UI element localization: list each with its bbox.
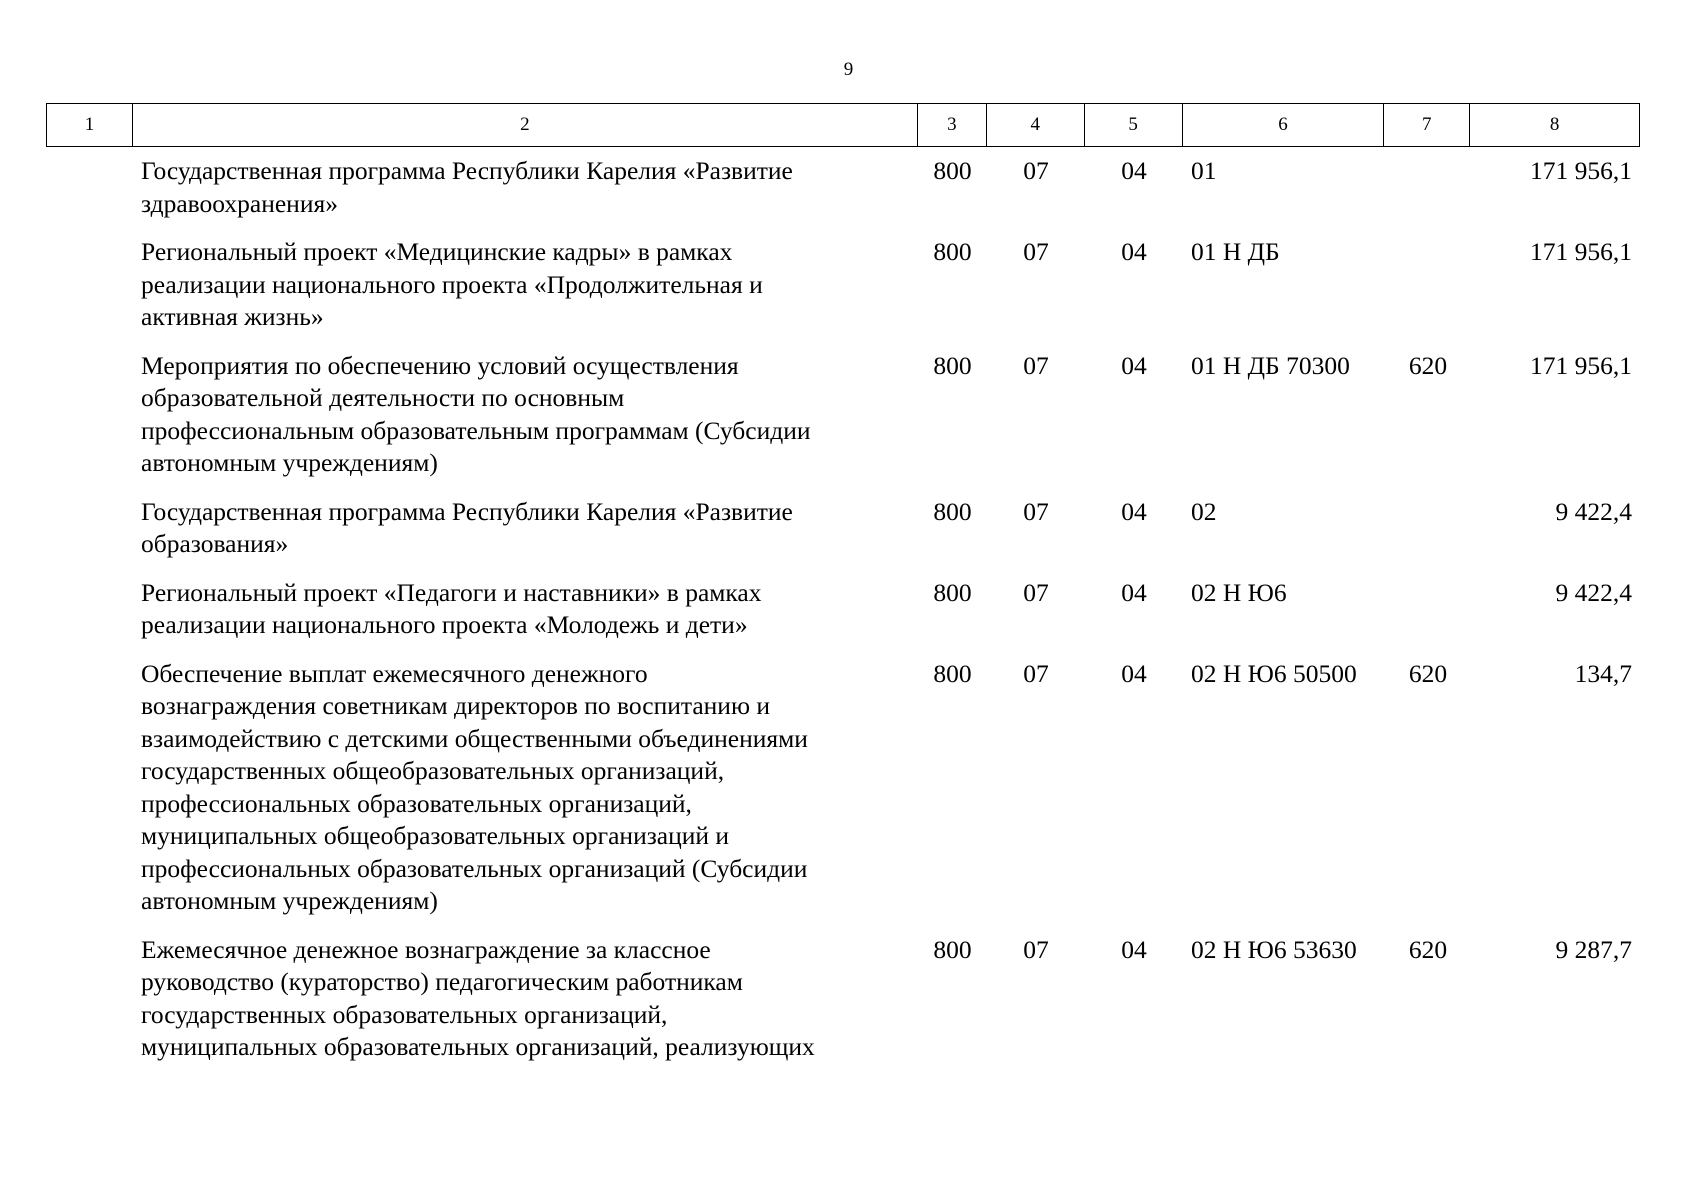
description-line: Ежемесячное денежное вознаграждение за классное [141, 934, 711, 964]
row-subsection: 04 [1121, 496, 1147, 526]
description-line: образования» [141, 529, 289, 558]
header-col-4: 4 [987, 104, 1085, 146]
row-description [132, 236, 918, 334]
row-section: 07 [1023, 658, 1049, 688]
description-line: профессиональных образовательных организаций, [141, 788, 692, 818]
row-target-code: 02 Н Ю6 [1191, 577, 1287, 607]
row-subsection: 04 [1121, 658, 1147, 688]
row-amount: 134,7 [1574, 658, 1632, 688]
row-section: 07 [1023, 156, 1049, 185]
row-amount: 9 422,4 [1555, 577, 1632, 607]
row-amount: 171 956,1 [1530, 156, 1632, 185]
row-chapter: 800 [933, 237, 972, 266]
row-chapter: 800 [933, 496, 972, 526]
table-row [46, 155, 1640, 220]
description-line: Региональный проект «Педагоги и наставники» в рамках [141, 577, 762, 607]
row-amount: 171 956,1 [1530, 237, 1632, 266]
row-subsection: 04 [1121, 350, 1147, 380]
row-chapter: 800 [933, 577, 972, 607]
description-line: автономным учреждениям) [141, 886, 438, 915]
header-col-2: 2 [133, 104, 918, 146]
description-line: Государственная программа Республики Карелия «Развитие [141, 496, 793, 526]
row-section: 07 [1023, 577, 1049, 607]
description-line: руководство (кураторство) педагогическим работникам [141, 967, 743, 996]
header-col-1: 1 [47, 104, 133, 146]
row-target-code: 02 Н Ю6 53630 [1191, 934, 1357, 964]
row-expense-type [1385, 236, 1471, 334]
row-col-1 [46, 350, 132, 480]
header-col-7: 7 [1384, 104, 1470, 146]
description-line: профессиональным образовательным программам (Субсидии [141, 415, 811, 445]
row-target-code: 01 [1191, 156, 1217, 185]
row-description [132, 350, 918, 480]
header-col-6: 6 [1183, 104, 1385, 146]
row-col-1 [46, 496, 132, 561]
row-chapter: 800 [933, 934, 972, 964]
description-line: Обеспечение выплат ежемесячного денежного [141, 658, 648, 688]
row-amount: 171 956,1 [1530, 350, 1632, 380]
description-line: вознаграждения советникам директоров по воспитанию и [141, 691, 771, 720]
row-section: 07 [1023, 350, 1049, 380]
page-number: 9 [843, 59, 854, 80]
row-section: 07 [1023, 237, 1049, 266]
row-chapter: 800 [933, 350, 972, 380]
description-line: государственных общеобразовательных организаций, [141, 756, 725, 785]
row-amount: 9 287,7 [1555, 934, 1632, 964]
description-line: Государственная программа Республики Карелия «Развитие [141, 156, 793, 185]
table-row [46, 577, 1640, 642]
table-row [46, 350, 1640, 480]
table-row [46, 658, 1640, 918]
row-col-1 [46, 658, 132, 918]
header-col-3: 3 [918, 104, 987, 146]
table-row [46, 934, 1640, 1064]
header-col-5: 5 [1085, 104, 1183, 146]
row-col-1 [46, 934, 132, 1064]
row-target-code: 01 Н ДБ [1191, 237, 1280, 266]
row-description [132, 155, 918, 220]
description-line: муниципальных общеобразовательных организаций и [141, 821, 730, 850]
description-line: профессиональных образовательных организаций (Субсидии [141, 853, 808, 883]
row-subsection: 04 [1121, 156, 1147, 185]
description-line: взаимодействию с детскими общественными объединениями [141, 723, 808, 753]
description-line: Мероприятия по обеспечению условий осуществления [141, 350, 739, 380]
row-col-1 [46, 236, 132, 334]
row-target-code: 01 Н ДБ 70300 [1191, 350, 1350, 380]
row-chapter: 800 [933, 156, 972, 185]
table-body [46, 155, 1640, 1080]
row-col-1 [46, 155, 132, 220]
description-line: реализации национального проекта «Молодежь и дети» [141, 610, 748, 639]
row-section: 07 [1023, 496, 1049, 526]
row-target-code: 02 [1191, 496, 1217, 526]
row-subsection: 04 [1121, 934, 1147, 964]
description-line: здравоохранения» [141, 188, 338, 218]
row-description [132, 577, 918, 642]
table-row [46, 236, 1640, 334]
row-subsection: 04 [1121, 577, 1147, 607]
row-expense-type [1385, 577, 1471, 642]
description-line: активная жизнь» [141, 302, 324, 331]
description-line: Региональный проект «Медицинские кадры» в рамках [141, 237, 733, 266]
header-col-8: 8 [1549, 114, 1560, 135]
description-line: автономным учреждениям) [141, 448, 438, 477]
row-expense-type: 620 [1408, 658, 1448, 688]
table-row [46, 496, 1640, 561]
row-target-code: 02 Н Ю6 50500 [1191, 658, 1357, 688]
row-expense-type [1385, 155, 1471, 220]
description-line: государственных образовательных организаций, [141, 999, 668, 1029]
row-section: 07 [1023, 934, 1049, 964]
row-subsection: 04 [1121, 237, 1147, 266]
row-expense-type: 620 [1408, 350, 1448, 380]
description-line: муниципальных образовательных организаций, реализующих [141, 1032, 815, 1061]
description-line: реализации национального проекта «Продолжительная и [141, 269, 763, 299]
table-header [46, 103, 1640, 147]
row-description [132, 658, 918, 918]
row-description [132, 934, 918, 1064]
row-expense-type [1385, 496, 1471, 561]
row-col-1 [46, 577, 132, 642]
row-chapter: 800 [933, 658, 972, 688]
row-expense-type: 620 [1408, 934, 1448, 964]
row-description [132, 496, 918, 561]
description-line: образовательной деятельности по основным [141, 383, 625, 412]
row-amount: 9 422,4 [1555, 496, 1632, 526]
